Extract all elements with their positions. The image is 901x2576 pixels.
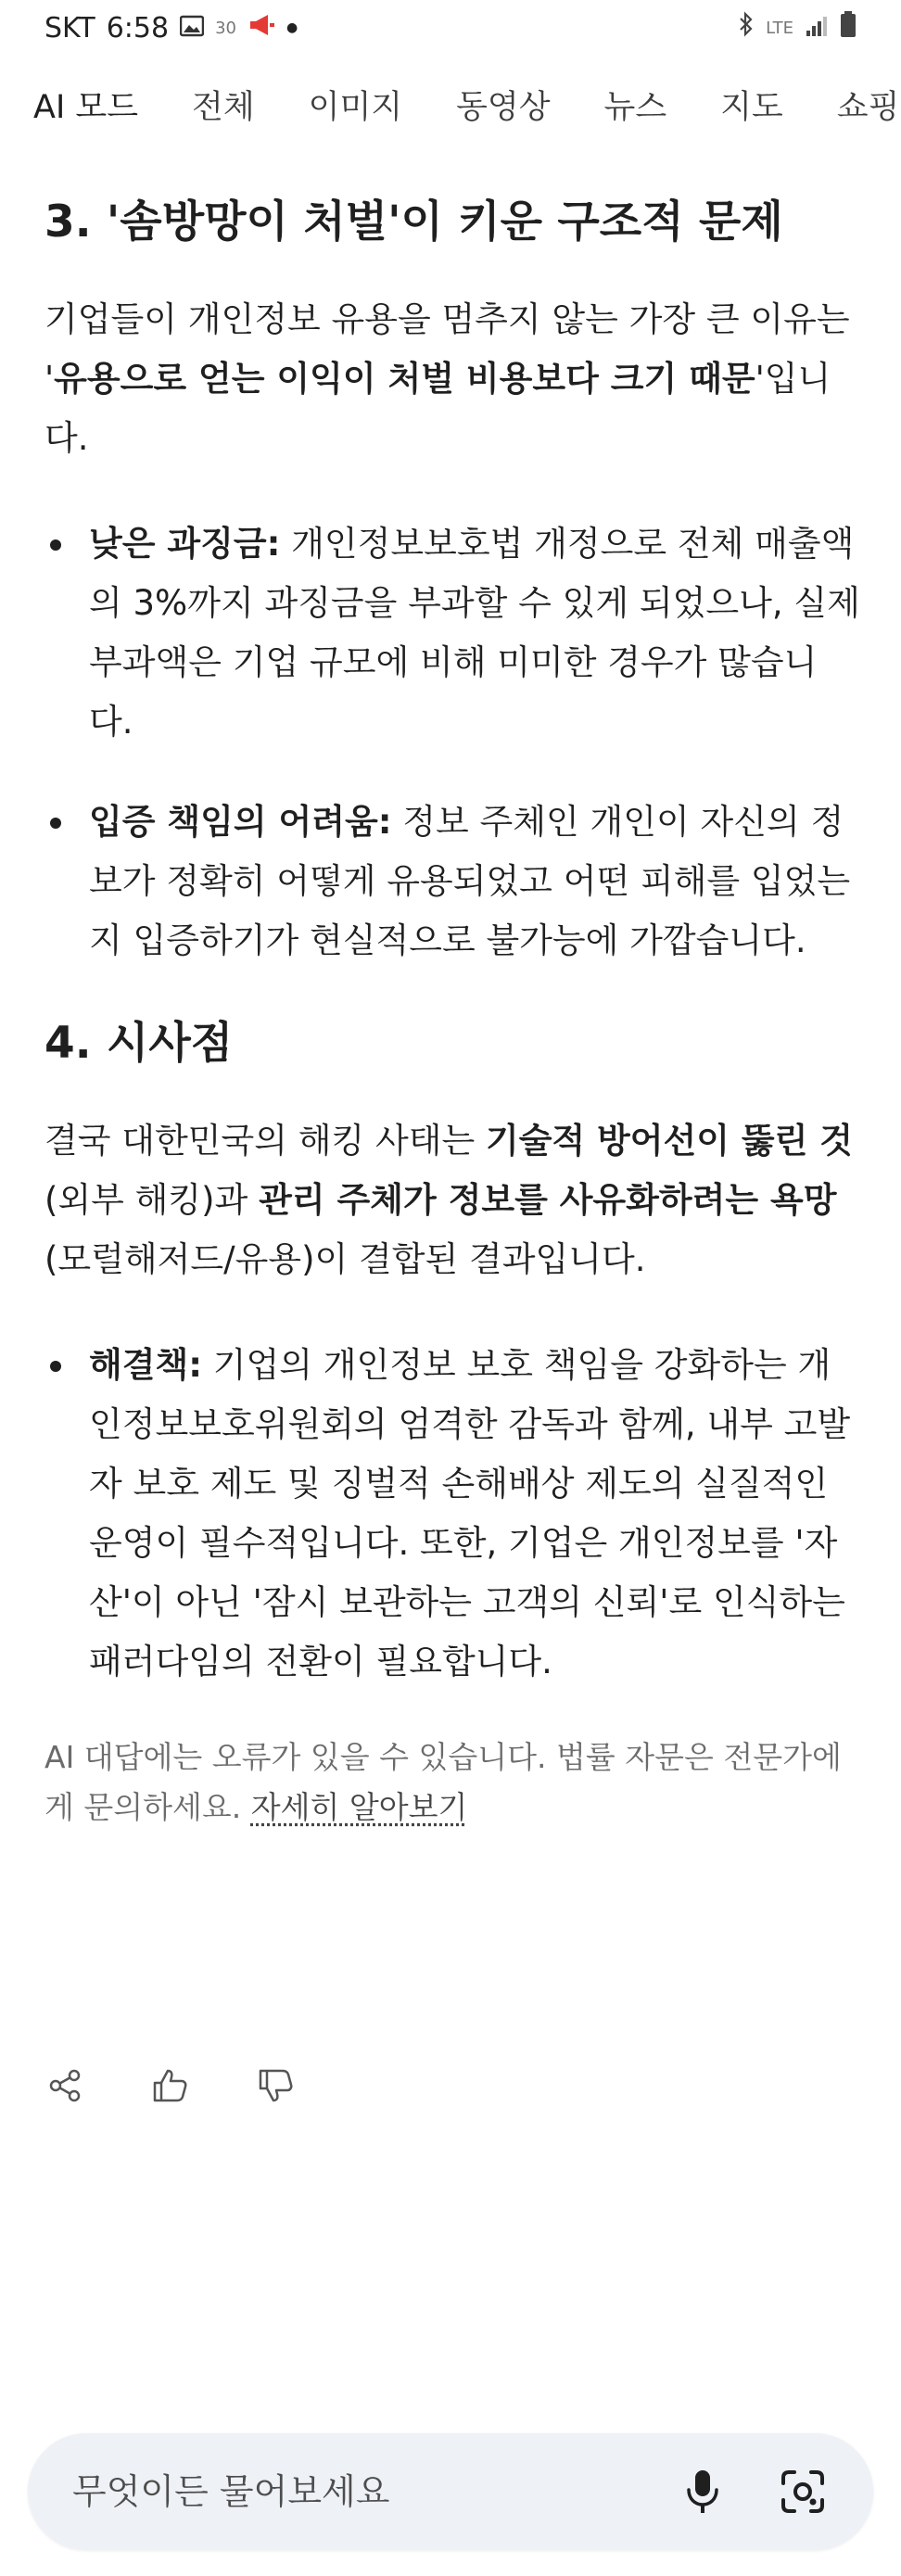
status-bar [0,0,901,56]
bullet-text: 개인정보보호법 개정으로 전체 매출액의 3%까지 과징금을 부과할 수 있게 되었으나, 실제 부과액은 기업 규모에 비해 미미한 경우가 많습니다. [89,524,860,742]
time-label: 6:58 [106,11,170,44]
ask-input[interactable] [72,2471,628,2512]
tab-images[interactable]: 이미지 [308,89,403,126]
temperature-label: 30 [215,18,236,38]
battery-icon [840,10,857,45]
tab-all[interactable]: 전체 [192,89,255,126]
bullet-text: 정보 주체인 개인이 자신의 정보가 정확히 어떻게 유용되었고 어떤 피해를 입었는지 입증하기가 현실적으로 불가능에 가깝습니다. [89,802,851,960]
tab-shopping[interactable]: 쇼핑 [836,89,900,126]
tab-videos[interactable]: 동영상 [456,89,551,126]
tab-ai-mode[interactable]: AI 모드 [33,89,139,126]
thumbs-up-icon[interactable] [150,2065,191,2106]
notification-dot-icon: ● [286,20,298,35]
ai-disclaimer: AI 대답에는 오류가 있을 수 있습니다. 법률 자문은 전문가에게 문의하세요. 자세히 알아보기 [44,1739,842,1825]
lens-camera-icon[interactable] [777,2466,829,2518]
bluetooth-icon [738,11,755,44]
section-4-heading: 4. 시사점 [44,1018,234,1069]
search-mode-tabs [0,76,901,133]
section-3-bullet-list [44,514,860,971]
megaphone-icon [247,12,275,44]
bullet-term: 입증 책임의 어려움: [89,802,392,842]
answer-actions [44,2065,297,2106]
list-item [44,514,860,752]
share-icon[interactable] [44,2065,85,2106]
ai-answer-content [44,190,860,1833]
bullet-icon [50,1361,61,1372]
learn-more-link[interactable]: 자세히 알아보기 [250,1789,468,1825]
bullet-icon [50,539,61,551]
bullet-term: 해결책: [89,1345,203,1385]
tab-news[interactable]: 뉴스 [603,89,667,126]
tab-maps[interactable]: 지도 [720,89,783,126]
section-4-bullet-list [44,1336,860,1692]
ask-anything-bar [28,2433,873,2550]
section-3-heading: 3. '솜방망이 처벌'이 키운 구조적 문제 [44,197,783,247]
signal-icon [805,12,829,44]
microphone-icon[interactable] [677,2466,729,2518]
network-type-label: LTE [766,18,793,38]
list-item [44,1336,860,1692]
bullet-text: 기업의 개인정보 보호 책임을 강화하는 개인정보보호위원회의 엄격한 감독과 함께, 내부 고발자 보호 제도 및 징벌적 손해배상 제도의 실질적인 운영이 필수적입니다. 또한, 기업은 개인정보를 '자산'이 아닌 '잠시 보관하는 고객의 신뢰'로 인식하는 패러다임의 전환이 필요합니다. [89,1345,851,1681]
bullet-term: 낮은 과징금: [89,524,281,564]
list-item [44,793,860,971]
thumbs-down-icon[interactable] [256,2065,297,2106]
bullet-icon [50,818,61,829]
gallery-icon [180,12,204,44]
section-4-summary: 결국 대한민국의 해킹 사태는 기술적 방어선이 뚫린 것(외부 해킹)과 관리 주체가 정보를 사유화하려는 욕망(모럴해저드/유용)이 결합된 결과입니다. [44,1121,854,1279]
section-3-intro: 기업들이 개인정보 유용을 멈추지 않는 가장 큰 이유는 '유용으로 얻는 이익이 처벌 비용보다 크기 때문'입니다. [44,299,850,458]
carrier-label: SKT [44,11,95,44]
